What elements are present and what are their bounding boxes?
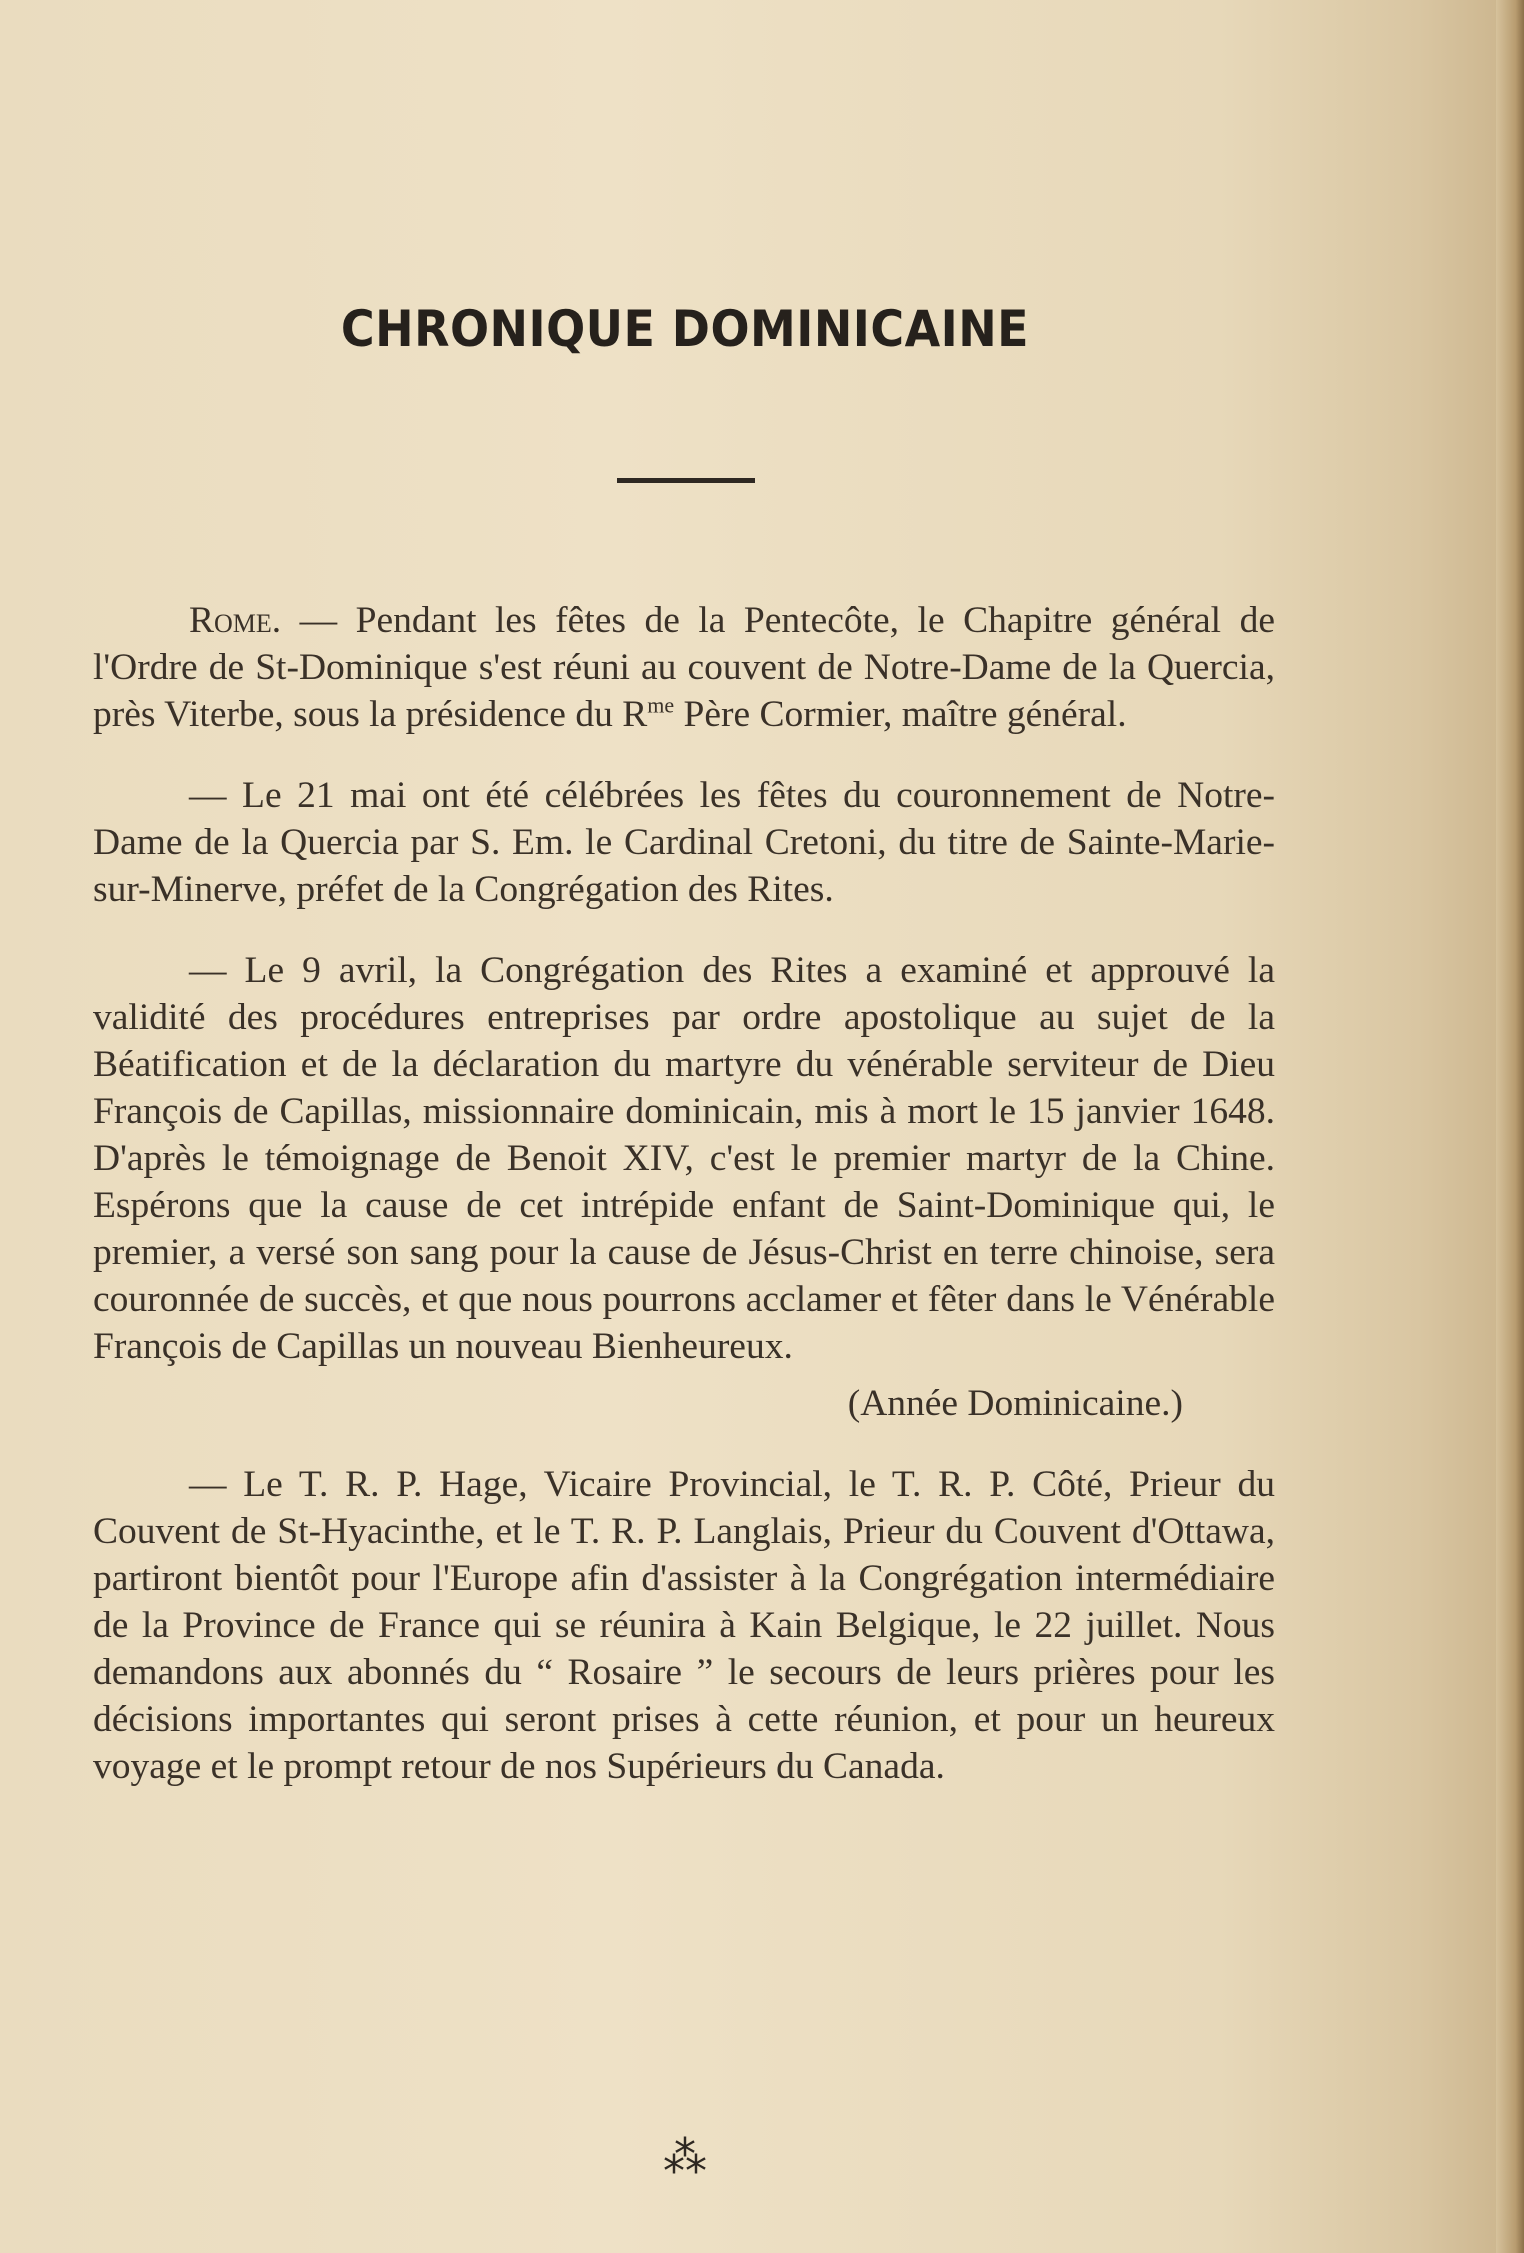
paragraph-rome xyxy=(93,597,1275,738)
title-divider xyxy=(617,478,755,483)
paragraph-voyage: — Le T. R. P. Hage, Vicaire Provincial, le T. R. P. Côté, Prieur du Couvent de St-Hyacinthe, et le T. R. P. Langlais, Prieur du Couvent d'Ottawa, partiront bientôt pour l'Europe afin d'assister à la Congrégation intermédiaire de la Province de France qui se réunira à Kain Belgique, le 22 juillet. Nous demandons aux abonnés du “ Rosaire ” le secours de leurs prières pour les décisions importantes qui seront prises à cette réunion, et pour un heureux voyage et le prompt retour de nos Supérieurs du Canada. xyxy=(93,1464,1275,1787)
superscript: me xyxy=(647,692,675,718)
paragraph-couronnement: — Le 21 mai ont été célébrées les fêtes du couronnement de Notre-Dame de la Quercia par S. Em. le Cardinal Cretoni, du titre de Sainte-Marie-sur-Minerve, préfet de la Congrégation des Rites. xyxy=(93,775,1275,910)
article-body xyxy=(93,597,1275,1790)
paragraph-lead: Rome. xyxy=(189,600,282,641)
source-citation: (Année Dominicaine.) xyxy=(847,1383,1183,1424)
page-edge-shadow xyxy=(1496,0,1524,2253)
paragraph-congregation: — Le 9 avril, la Congrégation des Rites a examiné et approuvé la validité des procédures entreprises par ordre apostolique au sujet de la Béatification et de la déclaration du martyre du vénérable serviteur de Dieu François de Capillas, missionnaire dominicain, mis à mort le 15 janvier 1648. D'après le témoignage de Benoit XIV, c'est le premier martyr de la Chine. Espérons que la cause de cet intrépide enfant de Saint-Dominique qui, le premier, a versé son sang pour la cause de Jésus-Christ en terre chinoise, sera couronnée de succès, et que nous pourrons acclamer et fêter dans le Vénérable François de Capillas un nouveau Bienheureux. xyxy=(93,950,1275,1367)
paragraph-text: — Pendant les fêtes de la Pentecôte, le Chapitre général de l'Ordre de St-Dominique s'est réuni au couvent de Notre-Dame de la Quercia, près Viterbe, sous la présidence du R xyxy=(93,600,1275,735)
asterism-separator: ⁂ xyxy=(663,2132,707,2183)
page-title: CHRONIQUE DOMINICAINE xyxy=(340,300,1030,358)
paragraph-text-end: Père Cormier, maître général. xyxy=(674,694,1127,735)
